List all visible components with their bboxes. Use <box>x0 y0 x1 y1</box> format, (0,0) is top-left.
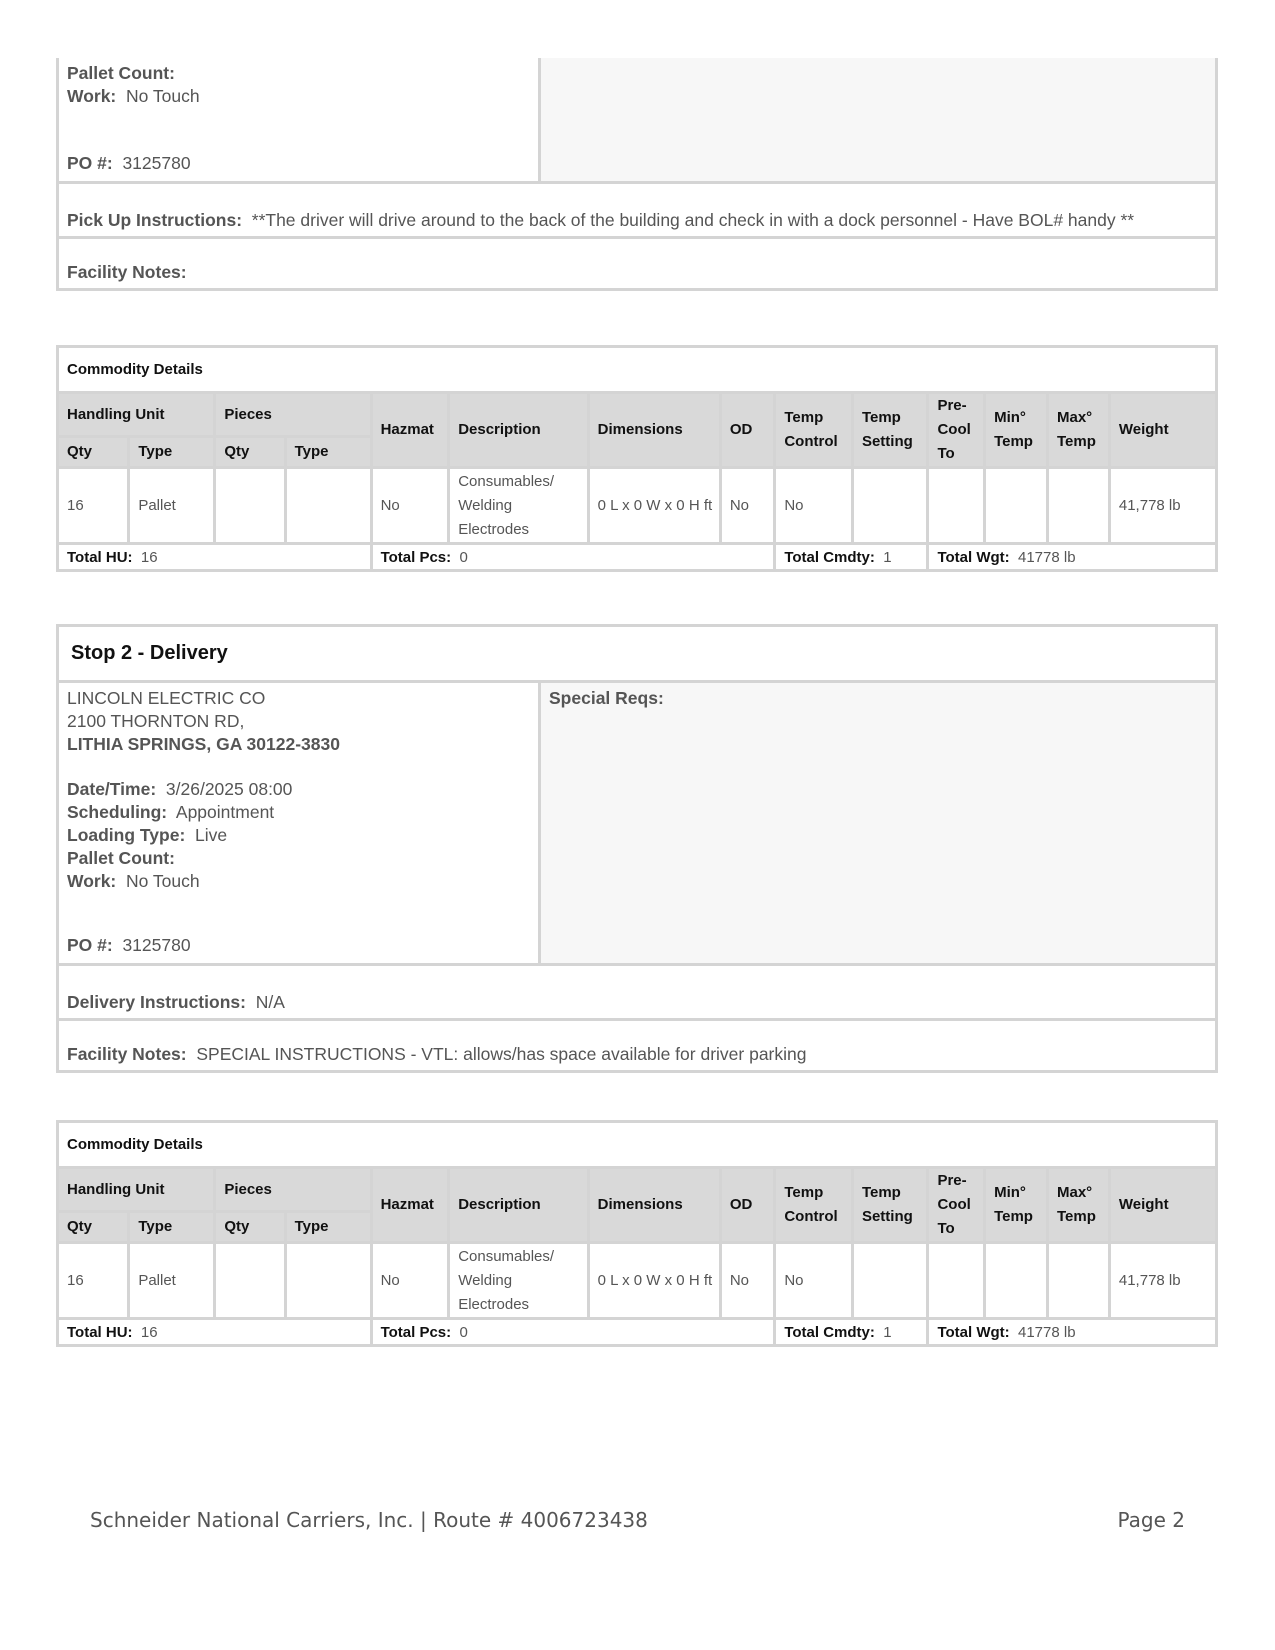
hazmat-cell: No <box>371 1243 449 1319</box>
footer-page-number: Page 2 <box>1117 1508 1185 1532</box>
header-description: Description <box>449 1168 588 1243</box>
total-cmdty-value: 1 <box>883 1323 892 1341</box>
od-cell: No <box>720 468 775 544</box>
header-hu-qty: Qty <box>58 437 129 468</box>
header-max-temp: Max° Temp <box>1048 1168 1110 1243</box>
total-cmdty-value: 1 <box>883 548 892 566</box>
header-pre-cool-to: Pre-Cool To <box>928 1168 985 1243</box>
po-value: 3125780 <box>122 935 191 955</box>
total-cmdty-label: Total Cmdty: <box>784 548 875 566</box>
temp-setting-cell <box>852 468 928 544</box>
loading-type-value: Live <box>195 825 228 845</box>
company-name: LINCOLN ELECTRIC CO <box>67 688 266 708</box>
stop-1-continued <box>56 58 1218 291</box>
pickup-instructions-value: **The driver will drive around to the back of the building and check in with a dock personnel - Have BOL# handy ** <box>251 210 1135 230</box>
delivery-instructions-label: Delivery Instructions: <box>67 992 246 1012</box>
pickup-instructions-label: Pick Up Instructions: <box>67 210 243 230</box>
header-dimensions: Dimensions <box>588 1168 720 1243</box>
header-min-temp: Min° Temp <box>985 393 1048 468</box>
header-hu-type: Type <box>129 437 215 468</box>
dimensions-cell: 0 L x 0 W x 0 H ft <box>588 1243 720 1319</box>
datetime-value: 3/26/2025 08:00 <box>165 779 293 799</box>
header-pcs-type: Type <box>285 437 371 468</box>
header-hu-qty: Qty <box>58 1212 129 1243</box>
header-pcs-qty: Qty <box>215 1212 285 1243</box>
pre-cool-cell <box>928 1243 985 1319</box>
header-temp-setting: Temp Setting <box>852 1168 928 1243</box>
pcs-qty-cell <box>215 468 285 544</box>
total-hu-label: Total HU: <box>67 548 133 566</box>
work-label: Work: <box>67 86 117 106</box>
hazmat-cell: No <box>371 468 449 544</box>
header-pieces: Pieces <box>215 393 371 437</box>
dimensions-cell: 0 L x 0 W x 0 H ft <box>588 468 720 544</box>
scheduling-value: Appointment <box>175 802 275 822</box>
total-pcs-label: Total Pcs: <box>380 1323 452 1341</box>
description-cell: Consumables/ Welding Electrodes <box>449 468 588 544</box>
header-temp-setting: Temp Setting <box>852 393 928 468</box>
facility-notes-label: Facility Notes: <box>67 262 187 282</box>
header-od: OD <box>720 1168 775 1243</box>
po-value: 3125780 <box>122 153 191 173</box>
pcs-type-cell <box>285 1243 371 1319</box>
facility-notes-value: SPECIAL INSTRUCTIONS - VTL: allows/has space available for driver parking <box>196 1044 807 1064</box>
header-min-temp: Min° Temp <box>985 1168 1048 1243</box>
total-wgt-label: Total Wgt: <box>937 548 1010 566</box>
total-hu-value: 16 <box>140 548 158 566</box>
hu-type-cell: Pallet <box>129 1243 215 1319</box>
header-weight: Weight <box>1109 1168 1216 1243</box>
table-row <box>58 468 1217 544</box>
facility-notes-label: Facility Notes: <box>67 1044 187 1064</box>
header-pcs-qty: Qty <box>215 437 285 468</box>
header-hu-type: Type <box>129 1212 215 1243</box>
temp-control-cell: No <box>775 1243 853 1319</box>
stop-2-special-reqs <box>541 683 1215 963</box>
weight-cell: 41,778 lb <box>1109 1243 1216 1319</box>
header-pre-cool-to: Pre-Cool To <box>928 393 985 468</box>
address-line: 2100 THORNTON RD, <box>67 711 245 731</box>
totals-row <box>58 544 1217 571</box>
po-label: PO #: <box>67 935 113 955</box>
work-value: No Touch <box>126 86 200 106</box>
commodity-table-1 <box>56 345 1218 572</box>
work-label: Work: <box>67 871 117 891</box>
header-max-temp: Max° Temp <box>1048 393 1110 468</box>
header-pcs-type: Type <box>285 1212 371 1243</box>
description-cell: Consumables/ Welding Electrodes <box>449 1243 588 1319</box>
header-temp-control: Temp Control <box>775 393 853 468</box>
max-temp-cell <box>1048 1243 1110 1319</box>
header-handling-unit: Handling Unit <box>58 1168 215 1212</box>
pre-cool-cell <box>928 468 985 544</box>
delivery-instructions-value: N/A <box>255 992 285 1012</box>
pallet-count-label: Pallet Count: <box>67 848 175 868</box>
od-cell: No <box>720 1243 775 1319</box>
max-temp-cell <box>1048 468 1110 544</box>
pcs-type-cell <box>285 468 371 544</box>
min-temp-cell <box>985 1243 1048 1319</box>
weight-cell: 41,778 lb <box>1109 468 1216 544</box>
total-hu-value: 16 <box>140 1323 158 1341</box>
stop-2-details <box>59 683 541 963</box>
commodity-title: Commodity Details <box>58 1122 1217 1168</box>
temp-setting-cell <box>852 1243 928 1319</box>
total-wgt-value: 41778 lb <box>1018 548 1076 566</box>
commodity-title: Commodity Details <box>58 347 1217 393</box>
datetime-label: Date/Time: <box>67 779 157 799</box>
pallet-count-label: Pallet Count: <box>67 63 175 83</box>
totals-row <box>58 1319 1217 1346</box>
pcs-qty-cell <box>215 1243 285 1319</box>
total-wgt-value: 41778 lb <box>1018 1323 1076 1341</box>
total-pcs-value: 0 <box>459 1323 468 1341</box>
min-temp-cell <box>985 468 1048 544</box>
commodity-table-2 <box>56 1120 1218 1347</box>
header-hazmat: Hazmat <box>371 1168 449 1243</box>
hu-type-cell: Pallet <box>129 468 215 544</box>
total-pcs-label: Total Pcs: <box>380 548 452 566</box>
scheduling-label: Scheduling: <box>67 802 168 822</box>
table-row <box>58 1243 1217 1319</box>
stop-1-special-reqs <box>541 58 1215 181</box>
stop-2-title: Stop 2 - Delivery <box>59 627 1215 683</box>
footer-company-route: Schneider National Carriers, Inc. | Route # 4006723438 <box>90 1508 648 1532</box>
header-dimensions: Dimensions <box>588 393 720 468</box>
header-temp-control: Temp Control <box>775 1168 853 1243</box>
hu-qty-cell: 16 <box>58 1243 129 1319</box>
header-pieces: Pieces <box>215 1168 371 1212</box>
header-handling-unit: Handling Unit <box>58 393 215 437</box>
city-state-zip: LITHIA SPRINGS, GA 30122-3830 <box>67 734 340 754</box>
total-cmdty-label: Total Cmdty: <box>784 1323 875 1341</box>
facility-notes-row <box>59 236 1215 288</box>
stop-1-details <box>59 58 541 181</box>
header-description: Description <box>449 393 588 468</box>
loading-type-label: Loading Type: <box>67 825 186 845</box>
work-value: No Touch <box>126 871 200 891</box>
delivery-instructions-row <box>59 966 1215 1018</box>
stop-2-delivery <box>56 624 1218 1073</box>
temp-control-cell: No <box>775 468 853 544</box>
special-reqs-label: Special Reqs: <box>549 688 664 708</box>
hu-qty-cell: 16 <box>58 468 129 544</box>
total-hu-label: Total HU: <box>67 1323 133 1341</box>
pickup-instructions-row <box>59 184 1215 236</box>
total-wgt-label: Total Wgt: <box>937 1323 1010 1341</box>
total-pcs-value: 0 <box>459 548 468 566</box>
header-weight: Weight <box>1109 393 1216 468</box>
po-label: PO #: <box>67 153 113 173</box>
header-hazmat: Hazmat <box>371 393 449 468</box>
header-od: OD <box>720 393 775 468</box>
facility-notes-row <box>59 1018 1215 1070</box>
